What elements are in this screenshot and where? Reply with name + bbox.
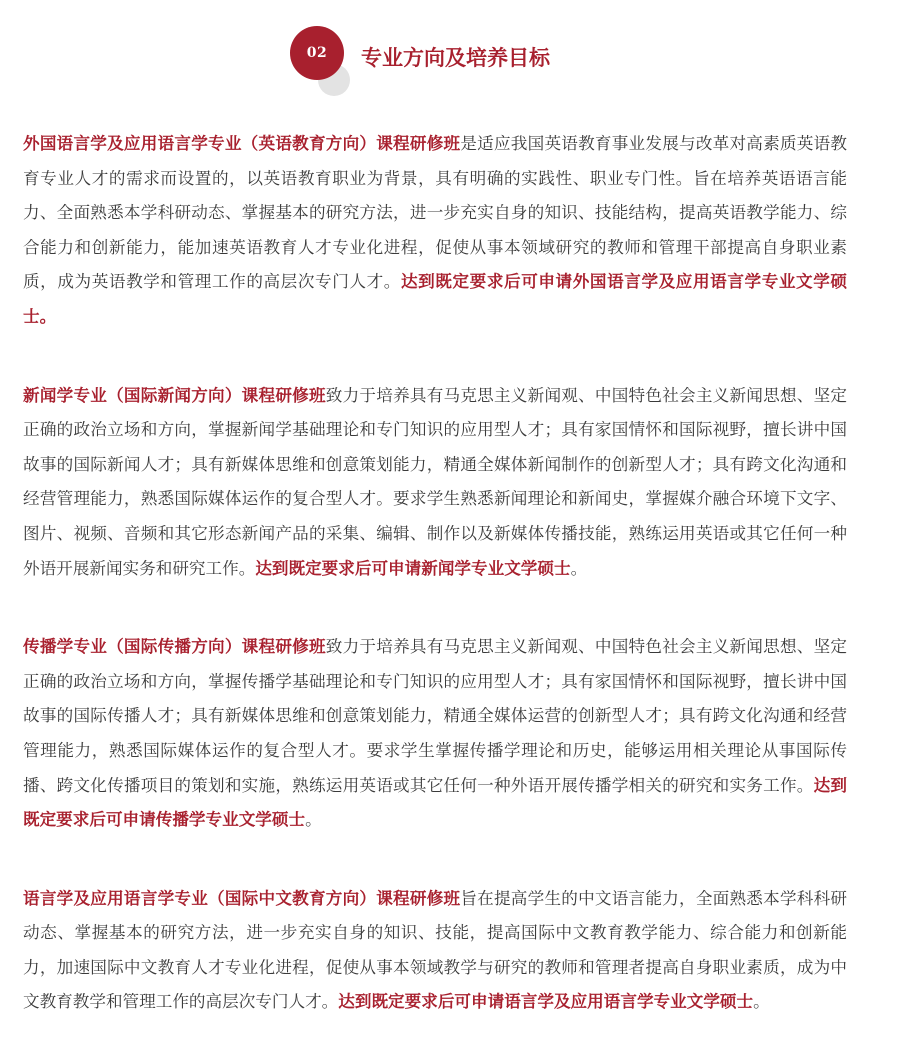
program-description: 旨在提高学生的中文语言能力，全面熟悉本学科科研动态、掌握基本的研究方法，进一步充实自身的知识、技能，提高国际中文教育教学能力、综合能力和创新能力，加速国际中文教育人才专业化进程，促使从事本领域教学与研究的教师和管理者提高自身职业素质，成为中文教育教学和管理工作的高层次专门人才。	[23, 888, 847, 1012]
paragraph-international-journalism	[23, 379, 847, 587]
program-name: 传播学专业（国际传播方向）课程研修班	[23, 637, 326, 657]
degree-note: 达到既定要求后可申请外国语言学及应用语言学专业文学硕士。	[23, 272, 848, 326]
paragraph-international-communication	[23, 630, 847, 838]
paragraph-english-education	[23, 127, 847, 335]
paragraph-tail: 。	[753, 992, 770, 1012]
paragraph-tail: 。	[305, 810, 322, 830]
degree-note: 达到既定要求后可申请新闻学专业文学硕士	[255, 558, 571, 578]
section-title: 专业方向及培养目标	[361, 46, 550, 70]
section-number-badge: 02	[290, 26, 344, 80]
program-descriptions	[23, 127, 847, 1064]
program-name: 语言学及应用语言学专业（国际中文教育方向）课程研修班	[23, 888, 461, 908]
section-header	[290, 26, 650, 98]
degree-note: 达到既定要求后可申请语言学及应用语言学专业文学硕士	[338, 992, 754, 1012]
program-description: 致力于培养具有马克思主义新闻观、中国特色社会主义新闻思想、坚定正确的政治立场和方向，掌握新闻学基础理论和专门知识的应用型人才；具有家国情怀和国际视野，擅长讲中国故事的国际新闻人才；具有新媒体思维和创意策划能力，精通全媒体新闻制作的创新型人才；具有跨文化沟通和经营管理能力，熟悉国际媒体运作的复合型人才。要求学生熟悉新闻理论和新闻史，掌握媒介融合环境下文字、图片、视频、音频和其它形态新闻产品的采集、编辑、制作以及新媒体传播技能，熟练运用英语或其它任何一种外语开展新闻实务和研究工作。	[23, 385, 848, 578]
program-description: 致力于培养具有马克思主义新闻观、中国特色社会主义新闻思想、坚定正确的政治立场和方向，掌握传播学基础理论和专门知识的应用型人才；具有家国情怀和国际视野，擅长讲中国故事的国际传播人才；具有新媒体思维和创意策划能力，精通全媒体运营的创新型人才；具有跨文化沟通和经营管理能力，熟悉国际媒体运作的复合型人才。要求学生掌握传播学理论和历史，能够运用相关理论从事国际传播、跨文化传播项目的策划和实施，熟练运用英语或其它任何一种外语开展传播学相关的研究和实务工作。	[23, 637, 848, 795]
program-name: 外国语言学及应用语言学专业（英语教育方向）课程研修班	[23, 134, 461, 153]
paragraph-tail: 。	[570, 558, 588, 578]
program-name: 新闻学专业（国际新闻方向）课程研修班	[23, 385, 326, 405]
paragraph-international-chinese-education	[23, 882, 847, 1020]
degree-note: 达到既定要求后可申请传播学专业文学硕士	[23, 775, 848, 830]
program-description: 是适应我国英语教育事业发展与改革对高素质英语教育专业人才的需求而设置的，以英语教育职业为背景，具有明确的实践性、职业专门性。旨在培养英语语言能力、全面熟悉本学科研动态、掌握基本的研究方法，进一步充实自身的知识、技能结构，提高英语教学能力、综合能力和创新能力，能加速英语教育人才专业化进程，促使从事本领域研究的教师和管理干部提高自身职业素质，成为英语教学和管理工作的高层次专门人才。	[23, 134, 847, 292]
